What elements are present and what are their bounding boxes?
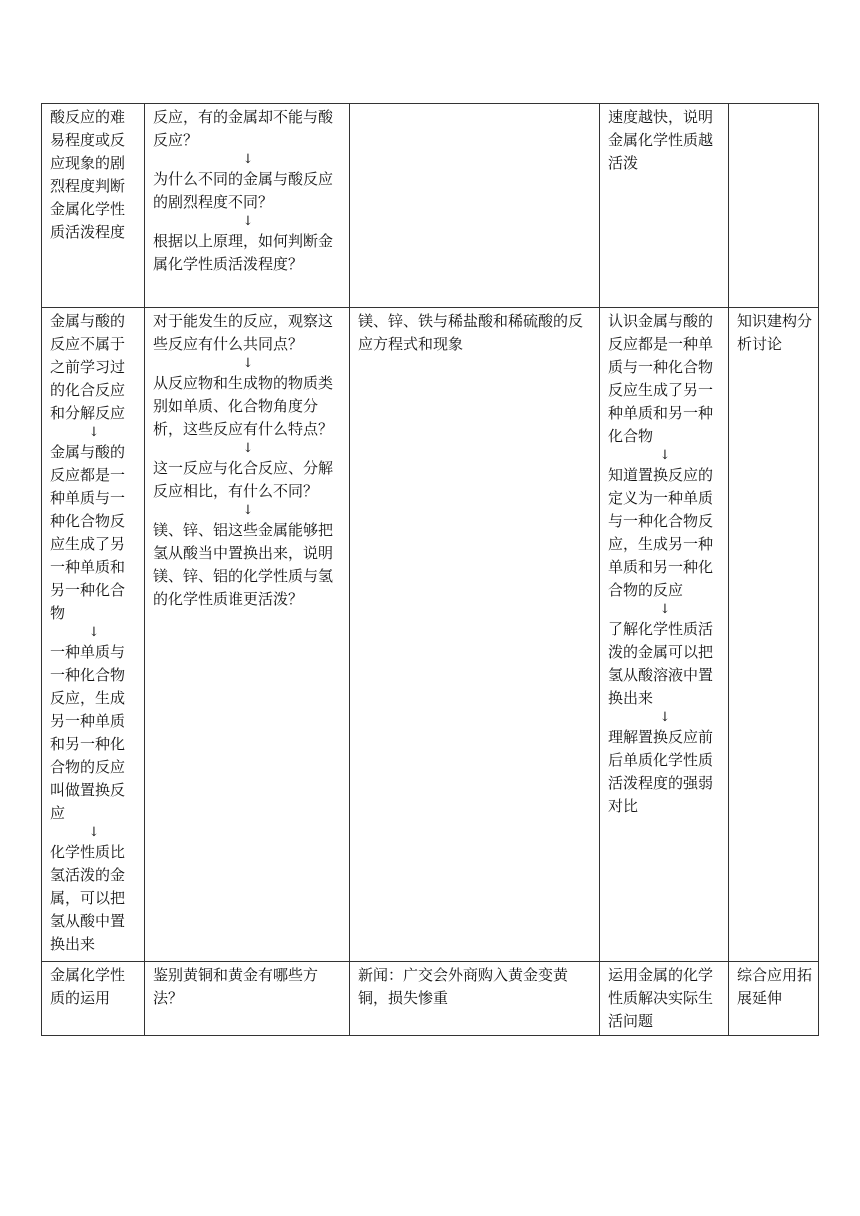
table-row — [42, 308, 819, 962]
arrow-down-icon: ↓ — [242, 356, 254, 371]
method-cell — [729, 104, 819, 308]
question-cell — [145, 308, 350, 962]
cell-text: 酸反应的难易程度或反应现象的剧烈程度判断金属化学性质活泼程度 — [50, 108, 126, 241]
arrow-down-icon: ↓ — [242, 503, 254, 518]
table-row — [42, 104, 819, 308]
arrow-down-icon: ↓ — [242, 214, 254, 229]
arrow-down-icon: ↓ — [659, 448, 671, 463]
arrow-down-icon: ↓ — [659, 710, 671, 725]
cell-text: 鉴别黄铜和黄金有哪些方法？ — [153, 966, 319, 1007]
knowledge-cell — [42, 104, 145, 308]
cell-text: 镁、锌、铝这些金属能够把氢从酸当中置换出来，说明镁、锌、铝的化学性质与氢的化学性质谁更活泼？ — [153, 521, 334, 608]
arrow-down-icon: ↓ — [88, 425, 100, 440]
cell-text: 金属化学性质的运用 — [50, 966, 126, 1007]
cell-text: 金属与酸的反应都是一种单质与一种化合物反应生成了另一种单质和另一种化合物 — [50, 443, 126, 622]
table-row — [42, 962, 819, 1036]
objective-cell — [600, 962, 729, 1036]
material-cell: 新闻：广交会外商购入黄金变黄铜，损失惨重 — [350, 962, 600, 1036]
arrow-down-icon: ↓ — [88, 825, 100, 840]
cell-text: 认识金属与酸的反应都是一种单质与一种化合物反应生成了另一种单质和另一种化合物 — [608, 312, 714, 445]
knowledge-cell — [42, 962, 145, 1036]
cell-text: 速度越快，说明金属化学性质越活泼 — [608, 108, 714, 172]
arrow-down-icon: ↓ — [88, 625, 100, 640]
knowledge-cell — [42, 308, 145, 962]
cell-text: 运用金属的化学性质解决实际生活问题 — [608, 966, 714, 1030]
arrow-down-icon: ↓ — [242, 152, 254, 167]
cell-text: 根据以上原理，如何判断金属化学性质活泼程度？ — [153, 232, 334, 273]
question-cell — [145, 104, 350, 308]
cell-text: 为什么不同的金属与酸反应的剧烈程度不同？ — [153, 170, 334, 211]
objective-cell — [600, 104, 729, 308]
cell-text: 化学性质比氢活泼的金属，可以把氢从酸中置换出来 — [50, 843, 126, 953]
cell-text: 一种单质与一种化合物反应，生成另一种单质和另一种化合物的反应叫做置换反应 — [50, 643, 126, 822]
cell-text: 理解置换反应前后单质化学性质活泼程度的强弱对比 — [608, 728, 714, 815]
lesson-plan-table — [41, 103, 819, 1036]
objective-cell — [600, 308, 729, 962]
cell-text: 这一反应与化合反应、分解反应相比，有什么不同？ — [153, 459, 334, 500]
material-cell — [350, 104, 600, 308]
material-cell: 镁、锌、铁与稀盐酸和稀硫酸的反应方程式和现象 — [350, 308, 600, 962]
method-cell: 综合应用拓展延伸 — [729, 962, 819, 1036]
question-cell — [145, 962, 350, 1036]
method-cell: 知识建构分析讨论 — [729, 308, 819, 962]
arrow-down-icon: ↓ — [242, 441, 254, 456]
cell-text: 从反应物和生成物的物质类别如单质、化合物角度分析，这些反应有什么特点？ — [153, 374, 334, 438]
cell-text: 反应，有的金属却不能与酸反应？ — [153, 108, 334, 149]
cell-text: 了解化学性质活泼的金属可以把氢从酸溶液中置换出来 — [608, 620, 714, 707]
cell-text: 金属与酸的反应不属于之前学习过的化合反应和分解反应 — [50, 312, 126, 422]
cell-text: 知道置换反应的定义为一种单质与一种化合物反应，生成另一种单质和另一种化合物的反应 — [608, 466, 714, 599]
arrow-down-icon: ↓ — [659, 602, 671, 617]
cell-text: 对于能发生的反应，观察这些反应有什么共同点？ — [153, 312, 334, 353]
